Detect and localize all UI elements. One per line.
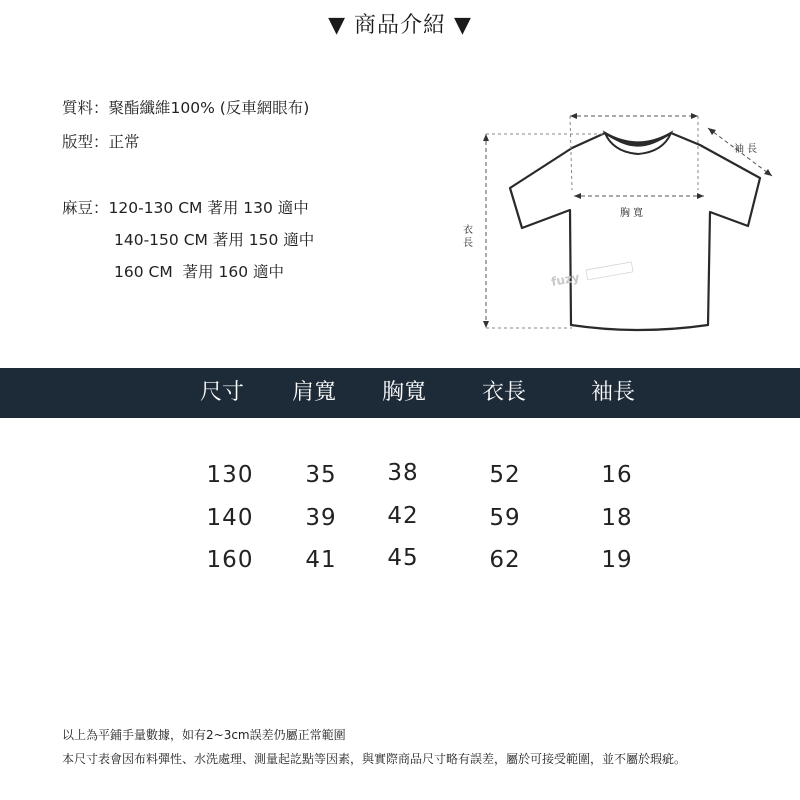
cell-chest: 45 [387, 545, 419, 571]
model-line: 120-130 CM 著用 130 適中 [108, 199, 309, 217]
model-line: 140-150 CM 著用 150 適中 [114, 231, 315, 249]
sleeve-label: 袖長 [734, 144, 760, 155]
cell-length: 59 [489, 505, 521, 531]
cell-length: 62 [489, 547, 521, 573]
measurement-note: 以上為平鋪手量數據，如有2~3cm誤差仍屬正常範圍 [62, 728, 346, 742]
model-spec [62, 192, 314, 288]
model-label: 麻豆： [62, 199, 109, 217]
tshirt-outline-icon [510, 133, 760, 330]
brand-watermark: fuzy [550, 270, 581, 289]
length-label: 衣長 [460, 224, 472, 250]
tshirt-measurement-diagram [450, 100, 790, 350]
page-title: ▼ 商品介紹 ▼ [328, 13, 472, 38]
cell-sleeve: 18 [601, 505, 633, 531]
material-value: 聚酯纖維100% (反車網眼布) [108, 99, 310, 117]
cell-chest: 38 [387, 460, 419, 486]
cell-shoulder: 35 [305, 462, 337, 488]
chest-label: 胸寬 [620, 208, 646, 219]
header-length: 衣長 [481, 380, 526, 405]
cell-sleeve: 16 [601, 462, 633, 488]
model-line: 160 CM 著用 160 適中 [114, 263, 285, 281]
header-sleeve: 袖長 [590, 380, 635, 405]
cell-size: 130 [206, 462, 254, 488]
cell-size: 140 [206, 505, 254, 531]
cell-shoulder: 41 [305, 547, 337, 573]
material-label: 質料： [62, 99, 109, 117]
header-size: 尺寸 [199, 380, 244, 405]
tolerance-note: 本尺寸表會因布料彈性、水洗處理、測量起訖點等因素，與實際商品尺寸略有誤差，屬於可接受範圍，並不屬於瑕疵。 [62, 752, 687, 766]
cell-size: 160 [206, 547, 254, 573]
fit-label: 版型： [62, 133, 109, 151]
cell-shoulder: 39 [305, 505, 337, 531]
material-spec [62, 96, 309, 118]
cell-sleeve: 19 [601, 547, 633, 573]
cell-length: 52 [489, 462, 521, 488]
size-table-header [0, 368, 800, 418]
fit-spec [62, 130, 140, 152]
header-chest: 胸寬 [381, 380, 426, 405]
header-shoulder: 肩寬 [291, 380, 336, 405]
cell-chest: 42 [387, 503, 419, 529]
fit-value: 正常 [108, 133, 140, 151]
